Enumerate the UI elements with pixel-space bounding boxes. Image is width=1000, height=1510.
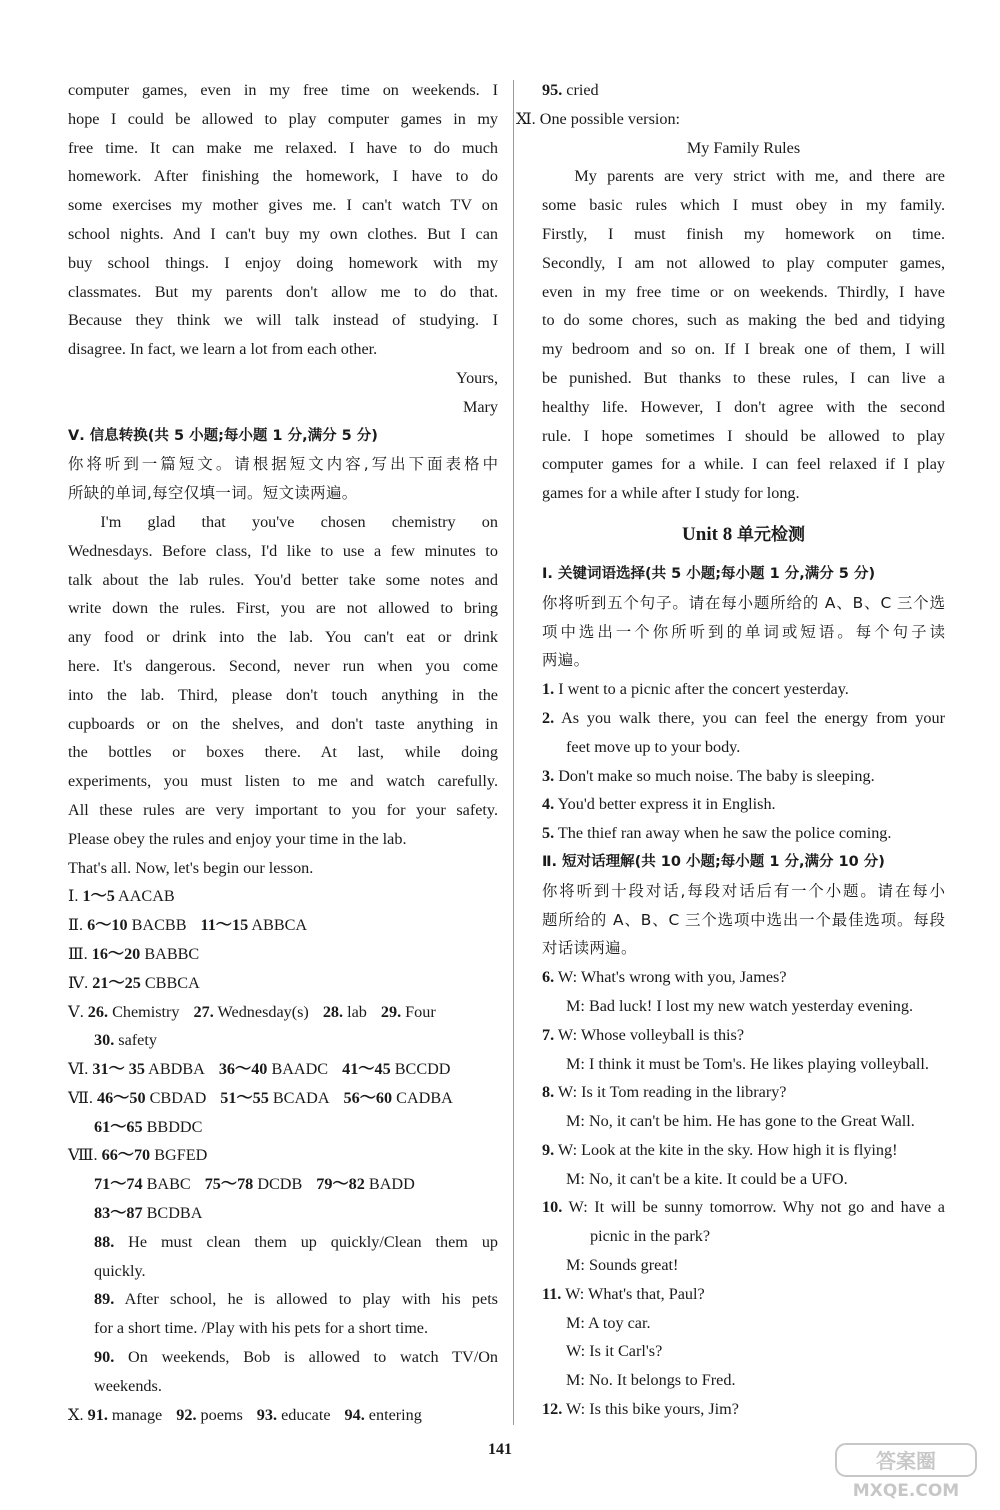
dialogue-text: W: What's wrong with you, James? <box>557 968 787 987</box>
answer-value: BCDBA <box>146 1204 203 1223</box>
question-number: 90. <box>94 1348 115 1367</box>
text-line: I'm glad that you've chosen chemistry on <box>100 512 498 531</box>
section-label: Ⅹ. <box>68 1405 88 1424</box>
question-range: 56～60 <box>343 1088 393 1107</box>
dialogue-line <box>542 1078 945 1107</box>
question-range: 79～82 <box>316 1175 365 1194</box>
question-number: 9. <box>542 1140 555 1159</box>
dialogues <box>542 963 945 1424</box>
text-line: rule. I hope sometimes I should be allowed to play <box>542 426 945 445</box>
question-range: 46～50 <box>96 1088 146 1107</box>
unit-title <box>542 520 945 550</box>
instruction-line: 你将听到一篇短文。请根据短文内容,写出下面表格中 <box>68 455 498 474</box>
question-range: 31～ 35 <box>92 1060 145 1079</box>
answer-row <box>68 1026 498 1055</box>
dialogue-line <box>542 1280 945 1309</box>
text-line: Firstly, I must finish my homework on time. <box>542 224 945 243</box>
text-line: cupboards or on the shelves, and don't taste anything in <box>68 714 498 733</box>
dialogue-line: M: A toy car. <box>566 1313 651 1332</box>
question-number: 7. <box>542 1025 555 1044</box>
answer-row <box>68 1228 498 1257</box>
text-line: My parents are very strict with me, and there are <box>574 167 945 186</box>
text-line: into the lab. Third, please don't touch anything in the <box>68 685 498 704</box>
dialogue-line: M: No, it can't be a kite. It could be a UFO. <box>566 1169 848 1188</box>
answer-value: BABC <box>146 1175 191 1194</box>
dialogue-line: M: No, it can't be him. He has gone to the Great Wall. <box>566 1112 915 1131</box>
answer-value: manage <box>111 1405 163 1424</box>
question-number: 5. <box>542 824 555 843</box>
instruction-line: 你将听到十段对话,每段对话后有一个小题。请在每小 <box>542 881 945 900</box>
answer-value: cried <box>566 81 599 99</box>
text-line: Please obey the rules and enjoy your time in the lab. <box>68 829 407 848</box>
dialogue-text: W: Is this bike yours, Jim? <box>566 1400 739 1419</box>
answer-row <box>68 1055 498 1084</box>
answer-row: quickly. <box>94 1261 146 1280</box>
question-range: 66～70 <box>101 1146 151 1165</box>
dialogue-line: M: No. It belongs to Fred. <box>566 1371 736 1390</box>
unit-label: 单元检测 <box>736 524 805 545</box>
page-number: 141 <box>488 1441 512 1458</box>
watermark-logo <box>826 1440 986 1502</box>
list-item: feet move up to your body. <box>566 737 741 756</box>
column-divider <box>513 80 514 1425</box>
dialogue-text: W: It will be sunny tomorrow. Why not go and have a <box>568 1198 945 1217</box>
text-line: here. It's dangerous. Second, never run when you come <box>68 656 498 675</box>
question-number: 93. <box>256 1405 278 1424</box>
question-range: 71～74 <box>94 1175 143 1194</box>
text-line: hope I could be allowed to play computer games in my <box>68 109 498 128</box>
instruction-line: 项中选出一个你所听到的单词或短语。每个句子读 <box>542 622 945 641</box>
list-item <box>542 704 945 733</box>
unit-number: Unit 8 <box>682 523 733 545</box>
dialogue-text: W: Whose volleyball is this? <box>557 1025 745 1044</box>
text-line: school nights. And I can't buy my own clothes. But I can <box>68 224 498 243</box>
answer-row <box>68 1343 498 1372</box>
text-line: any food or drink into the lab. You can't eat or drink <box>68 628 498 647</box>
question-number: 8. <box>542 1083 555 1102</box>
answer-value: CADBA <box>396 1088 453 1107</box>
answer-value: lab <box>347 1002 367 1021</box>
dialogue-line: W: Is it Carl's? <box>566 1342 663 1361</box>
answer-row <box>68 940 498 969</box>
letter-closing: Yours, <box>456 368 498 387</box>
question-range: 11～15 <box>200 916 249 935</box>
text-line: healthy life. However, I don't agree with the second <box>542 397 945 416</box>
question-number: 88. <box>94 1232 115 1251</box>
dialogue-line <box>542 1136 945 1165</box>
text-line: experiments, you must listen to me and watch carefully. <box>68 772 498 791</box>
question-number: 2. <box>542 708 555 727</box>
section-label: Ⅺ. One possible version: <box>516 109 681 128</box>
text-line: talk about the lab rules. You'd better take some notes and <box>68 570 498 589</box>
section-label: Ⅲ. <box>68 944 92 963</box>
answer-value: BCCDD <box>394 1060 451 1079</box>
answer-value: BBDDC <box>146 1117 203 1136</box>
text-line: the bottles or boxes there. At last, while doing <box>68 743 498 762</box>
text-line: computer games for a while. I can feel relaxed if I play <box>542 455 945 474</box>
answer-value: He must clean them up quickly/Clean them up <box>128 1232 499 1251</box>
text-line: Because they think we will talk instead of studying. I <box>68 311 498 330</box>
question-number: 92. <box>176 1405 197 1424</box>
text-line: games for a while after I study for long. <box>542 484 800 503</box>
question-range: 6～10 <box>87 916 128 935</box>
text-line: computer games, even in my free time on weekends. I <box>68 81 498 99</box>
question-number: 28. <box>322 1002 344 1021</box>
answer-value: BCADA <box>272 1088 330 1107</box>
answer-row <box>68 1084 498 1113</box>
text-line: buy school things. I enjoy doing homework with my <box>68 253 498 272</box>
right-column <box>516 76 945 1424</box>
question-range: 83～87 <box>94 1204 143 1223</box>
sentence-text: You'd better express it in English. <box>557 795 776 814</box>
question-range: 36～40 <box>218 1060 268 1079</box>
answer-value: BAADC <box>271 1060 329 1079</box>
answer-value: AACAB <box>118 887 175 906</box>
answer-row <box>68 1199 498 1228</box>
answer-key <box>68 882 498 1429</box>
answer-row: for a short time. /Play with his pets for a short time. <box>94 1319 429 1338</box>
svg-text:答案圈: 答案圈 <box>876 1449 936 1473</box>
question-number: 30. <box>94 1031 115 1050</box>
list-item <box>542 675 945 704</box>
dialogue-line: M: Bad luck! I lost my new watch yesterday evening. <box>566 996 914 1015</box>
answer-row <box>68 1401 498 1430</box>
question-range: 16～20 <box>91 944 141 963</box>
question-range: 51～55 <box>220 1088 269 1107</box>
question-range: 75～78 <box>204 1175 254 1194</box>
answer-value: CBBCA <box>144 973 200 992</box>
text-line: homework. After finishing the homework, I have to do <box>68 167 498 186</box>
answer-value: On weekends, Bob is allowed to watch TV/On <box>128 1348 499 1367</box>
listening-sentences <box>542 675 945 848</box>
instruction-line: 题所给的 A、B、C 三个选项中选出一个最佳选项。每段 <box>542 910 945 929</box>
answer-value: BADD <box>368 1175 415 1194</box>
section-heading: Ⅰ. 关键词语选择(共 5 小题;每小题 1 分,满分 5 分) <box>542 565 876 582</box>
question-range: 61～65 <box>94 1117 143 1136</box>
sentence-text: The thief ran away when he saw the police coming. <box>557 824 892 843</box>
section-heading: Ⅴ. 信息转换(共 5 小题;每小题 1 分,满分 5 分) <box>68 427 378 444</box>
question-number: 10. <box>542 1198 563 1217</box>
question-number: 26. <box>87 1002 109 1021</box>
section-label: Ⅴ. <box>68 1002 88 1021</box>
question-number: 3. <box>542 766 555 785</box>
listening-passage <box>68 508 498 882</box>
text-line: All these rules are very important to you for your safety. <box>68 800 498 819</box>
question-number: 94. <box>344 1405 365 1424</box>
text-line: free time. It can make me relaxed. I have to do much <box>68 138 498 157</box>
answer-value: educate <box>281 1405 331 1424</box>
dialogue-text: W: Is it Tom reading in the library? <box>557 1083 787 1102</box>
question-range: 21～25 <box>92 973 141 992</box>
letter-text <box>68 76 498 422</box>
question-range: 1～5 <box>82 887 115 906</box>
instruction-line: 对话读两遍。 <box>542 939 637 958</box>
section-label: Ⅳ. <box>68 973 93 992</box>
answer-value: Chemistry <box>112 1002 180 1021</box>
text-line: disagree. In fact, we learn a lot from each other. <box>68 340 378 359</box>
answer-value: BGFED <box>154 1146 208 1165</box>
answer-row <box>68 998 498 1027</box>
text-line: be punished. But thanks to these rules, I can live a <box>542 368 945 387</box>
answer-value: ABBCA <box>251 916 308 935</box>
text-line: some basic rules which I must obey in my family. <box>542 196 945 215</box>
watermark-text: MXQE.COM <box>852 1481 960 1501</box>
instruction-line: 你将听到五个句子。请在每小题所给的 A、B、C 三个选 <box>542 593 945 612</box>
answer-value: After school, he is allowed to play with his pets <box>124 1290 498 1309</box>
dialogue-line: M: I think it must be Tom's. He likes playing volleyball. <box>566 1054 929 1073</box>
sentence-text: As you walk there, you can feel the energy from your <box>561 708 945 727</box>
left-column <box>68 76 498 1429</box>
sentence-text: Don't make so much noise. The baby is sleeping. <box>558 766 875 785</box>
answer-value: safety <box>118 1031 157 1050</box>
instruction-line: 两遍。 <box>542 651 590 670</box>
dialogue-line <box>542 1395 945 1424</box>
answer-row: weekends. <box>94 1376 162 1395</box>
section-heading: Ⅱ. 短对话理解(共 10 小题;每小题 1 分,满分 10 分) <box>542 853 885 870</box>
answer-value: BABBC <box>144 944 200 963</box>
dialogue-line: M: Sounds great! <box>566 1256 679 1275</box>
section-label: Ⅱ. <box>68 916 88 935</box>
sentence-text: I went to a picnic after the concert yesterday. <box>558 680 849 699</box>
answer-value: ABDBA <box>148 1060 205 1079</box>
answer-row <box>68 1113 498 1142</box>
answer-row <box>68 1170 498 1199</box>
section-label: Ⅶ. <box>68 1088 97 1107</box>
text-line: That's all. Now, let's begin our lesson. <box>68 858 314 877</box>
text-line: to do some chores, such as making the bed and tidying <box>542 311 945 330</box>
list-item <box>542 762 945 791</box>
answer-value: entering <box>368 1405 422 1424</box>
question-range: 41～45 <box>342 1060 391 1079</box>
answer-value: CBDAD <box>149 1088 207 1107</box>
text-line: classmates. But my parents don't allow me to do that. <box>68 282 498 301</box>
answer-row <box>68 969 498 998</box>
question-number: 89. <box>94 1290 115 1309</box>
question-number: 6. <box>542 968 555 987</box>
question-number: 27. <box>193 1002 214 1021</box>
letter-signature: Mary <box>462 397 498 416</box>
section-label: Ⅰ. <box>68 887 83 906</box>
list-item <box>542 790 945 819</box>
section-label: Ⅵ. <box>68 1060 93 1079</box>
question-number: 91. <box>87 1405 108 1424</box>
dialogue-line <box>542 1021 945 1050</box>
answer-row <box>68 1285 498 1314</box>
answer-value: DCDB <box>257 1175 303 1194</box>
text-line: my bedroom and so on. If I break one of them, I will <box>542 340 945 359</box>
text-line: even in my free time or on weekends. Thirdly, I have <box>542 282 945 301</box>
answer-value: Wednesday(s) <box>217 1002 309 1021</box>
text-line: Secondly, I am not allowed to play computer games, <box>542 253 945 272</box>
text-line: some exercises my mother gives me. I can't watch TV on <box>68 196 498 215</box>
answer-value: poems <box>200 1405 243 1424</box>
dialogue-text: W: What's that, Paul? <box>565 1284 705 1303</box>
answer-row <box>68 1141 498 1170</box>
answer-row <box>68 911 498 940</box>
question-number: 1. <box>542 680 555 699</box>
dialogue-line <box>542 963 945 992</box>
question-number: 4. <box>542 795 555 814</box>
answer-value: BACBB <box>131 916 187 935</box>
dialogue-line <box>542 1193 945 1222</box>
answer-row <box>68 882 498 911</box>
dialogue-text: W: Look at the kite in the sky. How high it is flying! <box>557 1140 898 1159</box>
answer-row <box>542 76 945 105</box>
text-line: write down the rules. First, you are not allowed to bring <box>68 599 498 618</box>
dialogue-line: picnic in the park? <box>590 1227 711 1246</box>
section-label: Ⅷ. <box>68 1146 102 1165</box>
question-number: 11. <box>542 1284 562 1303</box>
question-number: 29. <box>380 1002 402 1021</box>
essay-title: My Family Rules <box>686 138 801 157</box>
instruction-line: 所缺的单词,每空仅填一词。短文读两遍。 <box>68 484 358 503</box>
list-item <box>542 819 945 848</box>
answer-value: Four <box>405 1002 436 1021</box>
text-line: Wednesdays. Before class, I'd like to use a few minutes to <box>68 541 498 560</box>
question-number: 12. <box>542 1400 563 1419</box>
model-essay <box>542 162 945 508</box>
question-number: 95. <box>542 81 563 99</box>
